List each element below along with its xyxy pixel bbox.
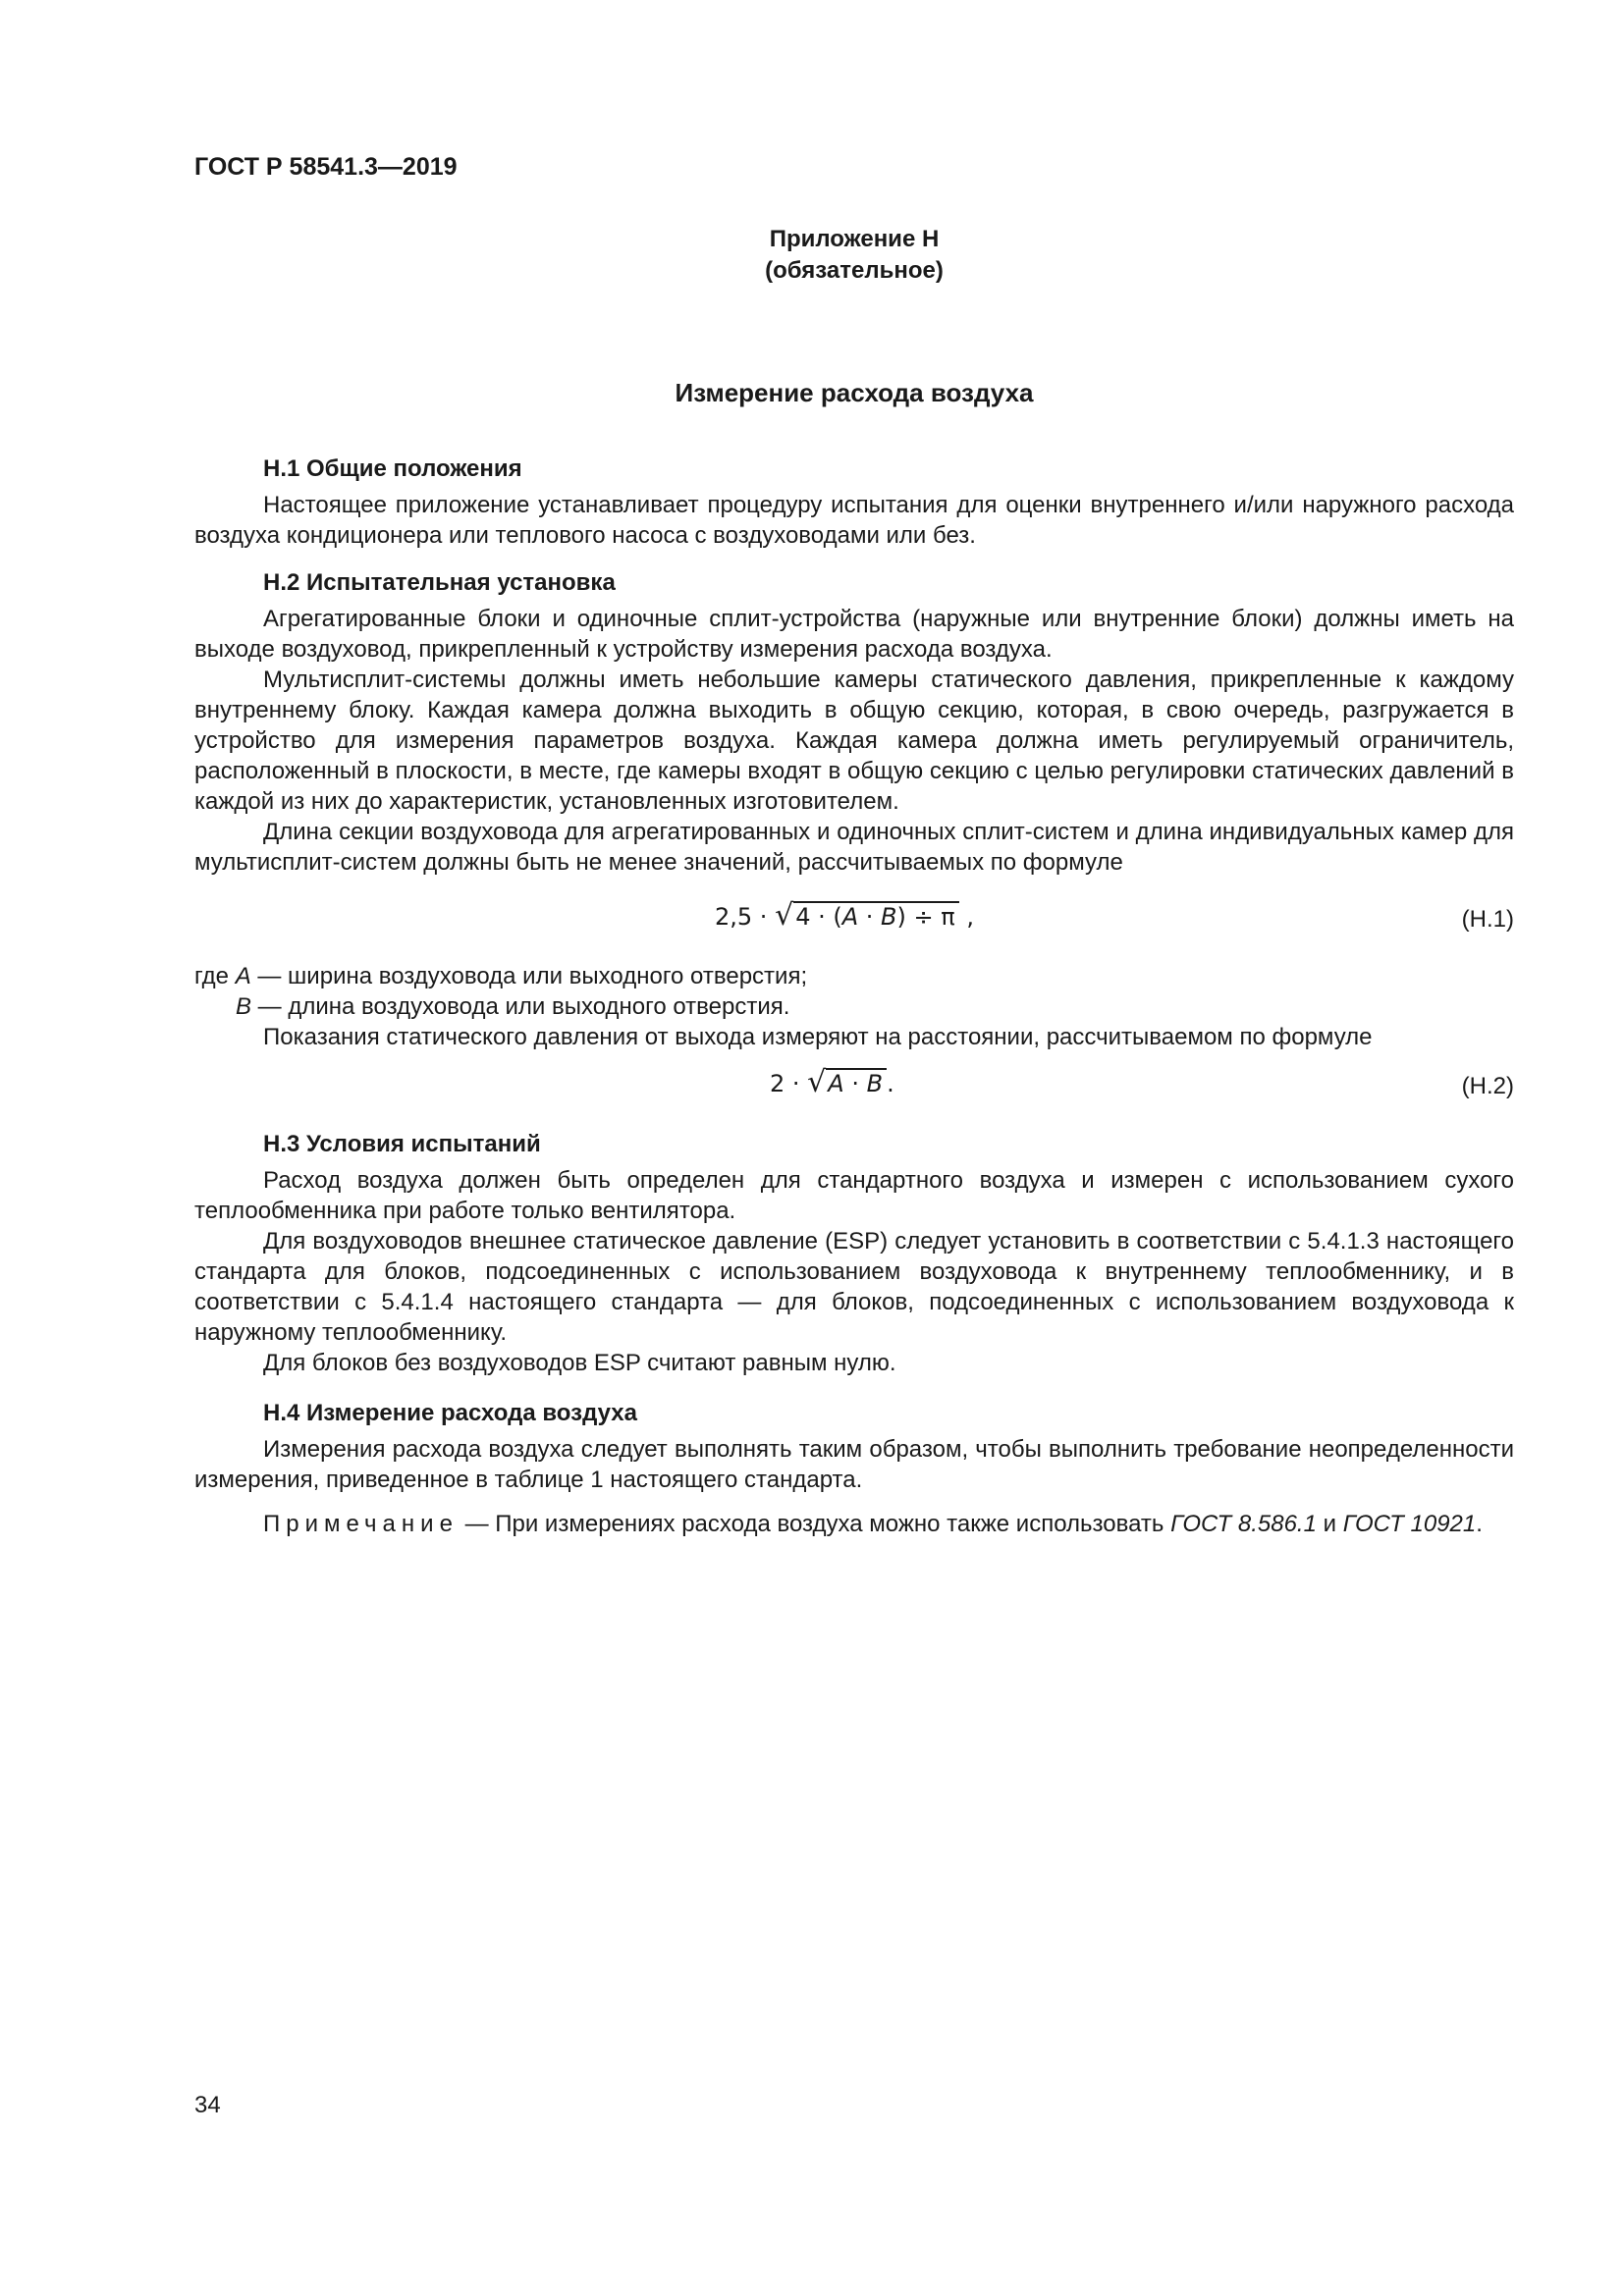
paragraph: Расход воздуха должен быть определен для стандартного воздуха и измерен с использованием сухого теплообменника при работе только вентилятора. — [194, 1167, 1514, 1224]
section-heading-h2: Н.2 Испытательная установка — [263, 569, 616, 596]
section-heading-h1: Н.1 Общие положения — [263, 455, 522, 482]
equation-number: (Н.2) — [1461, 1073, 1514, 1099]
sqrt-radicand: 4 · (A · B) ÷ π — [793, 901, 959, 931]
formula-h2: 2 · √A · B . — [770, 1065, 894, 1099]
document-header: ГОСТ Р 58541.3—2019 — [194, 153, 458, 181]
formula-h1: 2,5 · √4 · (A · B) ÷ π , — [715, 898, 974, 933]
note: Примечание — При измерениях расхода воздуха можно также использовать ГОСТ 8.586.1 и ГОСТ 10921. — [263, 1511, 1483, 1537]
sqrt-icon: √ — [807, 1065, 827, 1099]
page-number: 34 — [194, 2092, 221, 2118]
standard-reference: ГОСТ 8.586.1 — [1170, 1511, 1317, 1537]
where-clause: где A — ширина воздуховода или выходного отверстия; — [194, 963, 808, 989]
standard-reference: ГОСТ 10921 — [1342, 1511, 1477, 1537]
paragraph: Длина секции воздуховода для агрегатированных и одиночных сплит-систем и длина индивидуальных камер для мультисплит-систем должны быть не менее значений, рассчитываемых по формуле — [194, 819, 1514, 876]
equation-number: (Н.1) — [1461, 906, 1514, 933]
section-heading-h3: Н.3 Условия испытаний — [263, 1131, 541, 1157]
paragraph: Агрегатированные блоки и одиночные сплит-устройства (наружные или внутренние блоки) должны иметь на выходе воздуховод, прикрепленный к устройству измерения расхода воздуха. — [194, 606, 1514, 663]
appendix-label: Приложение Н — [769, 226, 940, 252]
note-label: Примечание — [263, 1511, 459, 1537]
paragraph: Для блоков без воздуховодов ESP считают равным нулю. — [263, 1350, 896, 1376]
where-clause: B — длина воздуховода или выходного отверстия. — [236, 993, 790, 1020]
formula-coefficient: 2,5 · — [715, 903, 768, 931]
paragraph: Настоящее приложение устанавливает процедуру испытания для оценки внутреннего и/или наружного расхода воздуха кондиционера или теплового насоса с воздуховодами или без. — [194, 492, 1514, 549]
paragraph: Мультисплит-системы должны иметь небольшие камеры статического давления, прикрепленные к каждому внутреннему блоку. Каждая камера должна выходить в общую секцию, которая, в свою очередь, разгружается в устройство для измерения параметров воздуха. Каждая камера должна иметь регулируемый ограничитель, расположенный в плоскости, в месте, где камеры входят в общую секцию с целью регулировки статических давлений в каждой из них до характеристик, установленных изготовителем. — [194, 667, 1514, 815]
page-title: Измерение расхода воздуха — [675, 378, 1034, 407]
paragraph: Показания статического давления от выхода измеряют на расстоянии, рассчитываемом по формуле — [263, 1024, 1373, 1050]
sqrt-radicand: A · B — [826, 1068, 887, 1097]
paragraph: Измерения расхода воздуха следует выполнять таким образом, чтобы выполнить требование неопределенности измерения, приведенное в таблице 1 настоящего стандарта. — [194, 1436, 1514, 1493]
formula-coefficient: 2 · — [770, 1070, 800, 1097]
section-heading-h4: Н.4 Измерение расхода воздуха — [263, 1400, 637, 1426]
sqrt-icon: √ — [775, 898, 794, 933]
paragraph: Для воздуховодов внешнее статическое давление (ESP) следует установить в соответствии с 5.4.1.3 настоящего стандарта для блоков, подсоединенных с использованием воздуховода к внутреннему теплообменнику, и в соответствии с 5.4.1.4 настоящего стандарта — для блоков, подсоединенных с использованием воздуховода к наружному теплообменнику. — [194, 1228, 1514, 1346]
appendix-status: (обязательное) — [765, 257, 944, 284]
